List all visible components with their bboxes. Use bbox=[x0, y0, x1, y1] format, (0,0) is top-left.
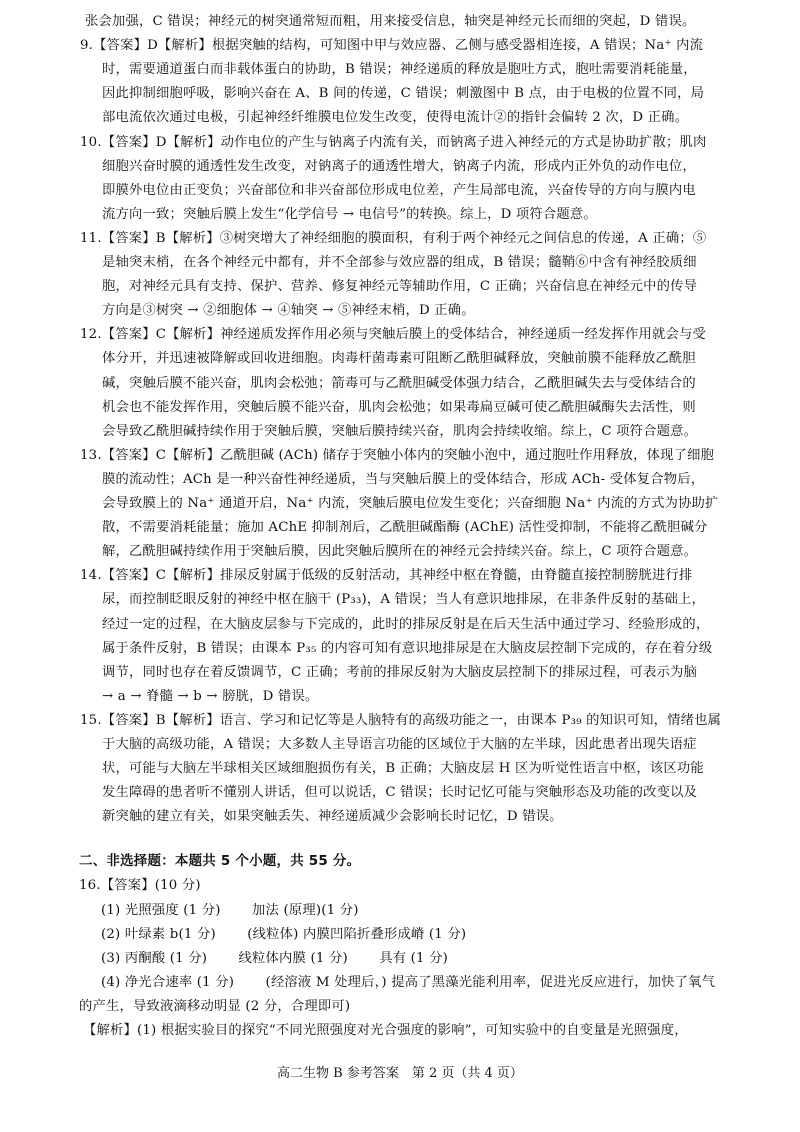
answer-text-line: 部电流依次通过电极，引起神经纤维膜电位发生改变，使得电流计②的指针会偏转 2 次，D 正确。 bbox=[102, 110, 689, 126]
answer-text-line: 调节，同时也存在着反馈调节，C 正确；考前的排尿反射为大脑皮层控制下的排尿过程，可表示为脑 bbox=[102, 664, 698, 680]
answer-text-line: 属于条件反射，B 错误；由课本 P₃₅ 的内容可知有意识地排尿是在大脑皮层控制下完成的，存在着分级 bbox=[102, 640, 713, 656]
answer-text-line: 方向是③树突 → ②细胞体 → ④轴突 → ⑤神经末梢，D 正确。 bbox=[102, 303, 475, 319]
q16-answer-3: (3) 丙酮酸 (1 分) 线粒体内膜 (1 分) 具有 (1 分) bbox=[101, 951, 449, 966]
answer-text-line: 体分开，并迅速被降解或回收进细胞。肉毒杆菌毒素可阻断乙酰胆碱释放，突触前膜不能释放乙酰胆 bbox=[102, 351, 696, 367]
question-16-header: 16.【答案】(10 分) bbox=[79, 878, 201, 893]
answer-text-line: 流方向一致；突触后膜上发生“化学信号 → 电信号”的转换。综上，D 项符合题意。 bbox=[102, 206, 597, 222]
q16-answer-4-cont: 的产生，导致液滴移动明显 (2 分，合理即可) bbox=[79, 999, 351, 1014]
question-answer-start: 12.【答案】C【解析】神经递质发挥作用必须与突触后膜上的受体结合，神经递质一经发挥作用就会与受 bbox=[80, 327, 706, 343]
answer-text-line: 会导致膜上的 Na⁺ 通道开启，Na⁺ 内流，突触后膜电位发生变化；兴奋细胞 Na⁺ 内流的方式为协助扩 bbox=[102, 496, 719, 511]
q16-answer-1: (1) 光照强度 (1 分) 加法 (原理)(1 分) bbox=[101, 903, 359, 918]
answer-text-line: 状，可能与大脑左半球相关区域细胞损伤有关，B 正确；大脑皮层 H 区为听觉性语言中枢，该区功能 bbox=[102, 761, 704, 777]
question-answer-start: 11.【答案】B【解析】③树突增大了神经细胞的膜面积，有利于两个神经元之间信息的传递，A 正确；⑤ bbox=[80, 230, 707, 246]
answer-text-line: → a → 脊髓 → b → 膀胱，D 错误。 bbox=[102, 688, 319, 704]
question-answer-start: 15.【答案】B【解析】语言、学习和记忆等是人脑特有的高级功能之一，由课本 P₃₉ 的知识可知，情绪也属 bbox=[80, 712, 722, 728]
question-answer-start: 10.【答案】D【解析】动作电位的产生与钠离子内流有关，而钠离子进入神经元的方式是协助扩散；肌肉 bbox=[80, 134, 707, 150]
answer-text-line: 散，不需要消耗能量；施加 AChE 抑制剂后，乙酰胆碱酯酶 (AChE) 活性受抑制，不能将乙酰胆碱分 bbox=[102, 520, 708, 536]
answer-text-line: 胞，对神经元具有支持、保护、营养、修复神经元等辅助作用，C 正确；兴奋信息在神经元中的传导 bbox=[102, 279, 698, 295]
answer-text-line: 解，乙酰胆碱持续作用于突触后膜，因此突触后膜所在的神经元会持续兴奋。综上，C 项符合题意。 bbox=[102, 544, 698, 560]
answer-text-line: 细胞兴奋时膜的通透性发生改变，对钠离子的通透性增大，钠离子内流，形成内正外负的动作电位， bbox=[102, 158, 696, 174]
answer-text-line: 会导致乙酰胆碱持续作用于突触后膜，突触后膜持续兴奋，肌肉会持续收缩。综上，C 项符合题意。 bbox=[102, 423, 698, 439]
q16-analysis: 【解析】(1) 根据实验目的探究“不同光照强度对光合强度的影响”，可知实验中的自变量是光照强度， bbox=[83, 1023, 688, 1038]
q16-answer-2: (2) 叶绿素 b(1 分) (线粒体) 内膜凹陷折叠形成嵴 (1 分) bbox=[101, 927, 467, 942]
answer-text-line: 是轴突末梢，在各个神经元中都有，并不全部参与效应器的组成，B 错误；髓鞘⑥中含有神经胶质细 bbox=[102, 255, 697, 270]
answer-text-line: 发生障碍的患者听不懂别人讲话，但可以说话，C 错误；长时记忆可能与突触形态及功能的改变以及 bbox=[102, 785, 698, 801]
section-title: 二、非选择题：本题共 5 个小题，共 55 分。 bbox=[79, 853, 361, 869]
question-answer-start: 13.【答案】C【解析】乙酰胆碱 (ACh) 储存于突触小体内的突触小泡中，通过胞吐作用释放，体现了细胞 bbox=[80, 447, 715, 463]
answer-text-line: 张会加强，C 错误；神经元的树突通常短而粗，用来接受信息，轴突是神经元长而细的突起，D 错误。 bbox=[85, 14, 696, 29]
question-answer-start: 14.【答案】C【解析】排尿反射属于低级的反射活动，其神经中枢在脊髓，由脊髓直接控制膀胱进行排 bbox=[80, 568, 693, 584]
answer-text-line: 尿，而控制眨眼反射的神经中枢在脑干 (P₃₃)，A 错误；当人有意识地排尿，在非条件反射的基础上， bbox=[102, 592, 706, 608]
answer-text-line: 因此抑制细胞呼吸，影响兴奋在 A、B 间的传递，C 错误；刺激图中 B 点，由于电极的位置不同，局 bbox=[102, 86, 705, 102]
answer-text-line: 经过一定的过程，在大脑皮层参与下完成的，此时的排尿反射是在后天生活中通过学习、经验形成的， bbox=[102, 616, 710, 632]
page-footer: 高二生物 B 参考答案 第 2 页（共 4 页） bbox=[277, 1066, 523, 1081]
question-answer-start: 9.【答案】D【解析】根据突触的结构，可知图中甲与效应器、乙侧与感受器相连接，A 错误；Na⁺ 内流 bbox=[80, 38, 704, 54]
answer-text-line: 即膜外电位由正变负；兴奋部位和非兴奋部位形成电位差，产生局部电流，兴奋传导的方向与膜内电 bbox=[102, 182, 696, 198]
answer-text-line: 碱，突触后膜不能兴奋，肌肉会松弛；箭毒可与乙酰胆碱受体强力结合，乙酰胆碱失去与受体结合的 bbox=[102, 375, 696, 391]
answer-text-line: 时，需要通道蛋白而非载体蛋白的协助，B 错误；神经递质的释放是胞吐方式，胞吐需要消耗能量， bbox=[102, 62, 697, 78]
answer-text-line: 新突触的建立有关，如果突触丢失、神经递质减少会影响长时记忆，D 错误。 bbox=[102, 809, 563, 825]
answer-text-line: 膜的流动性；ACh 是一种兴奋性神经递质，当与突触后膜上的受体结合，形成 ACh- 受体复合物后， bbox=[102, 471, 705, 487]
q16-answer-4: (4) 净光合速率 (1 分) (经溶液 M 处理后，) 提高了黑藻光能利用率，促进光反应进行，加快了氧气 bbox=[101, 975, 716, 990]
answer-text-line: 于大脑的高级功能，A 错误；大多数人主导语言功能的区域位于大脑的左半球，因此患者出现失语症 bbox=[102, 737, 697, 752]
answer-text-line: 机会也不能发挥作用，突触后膜不能兴奋，肌肉会松弛；如果毒扁豆碱可使乙酰胆碱酶失去活性，则 bbox=[102, 399, 696, 415]
